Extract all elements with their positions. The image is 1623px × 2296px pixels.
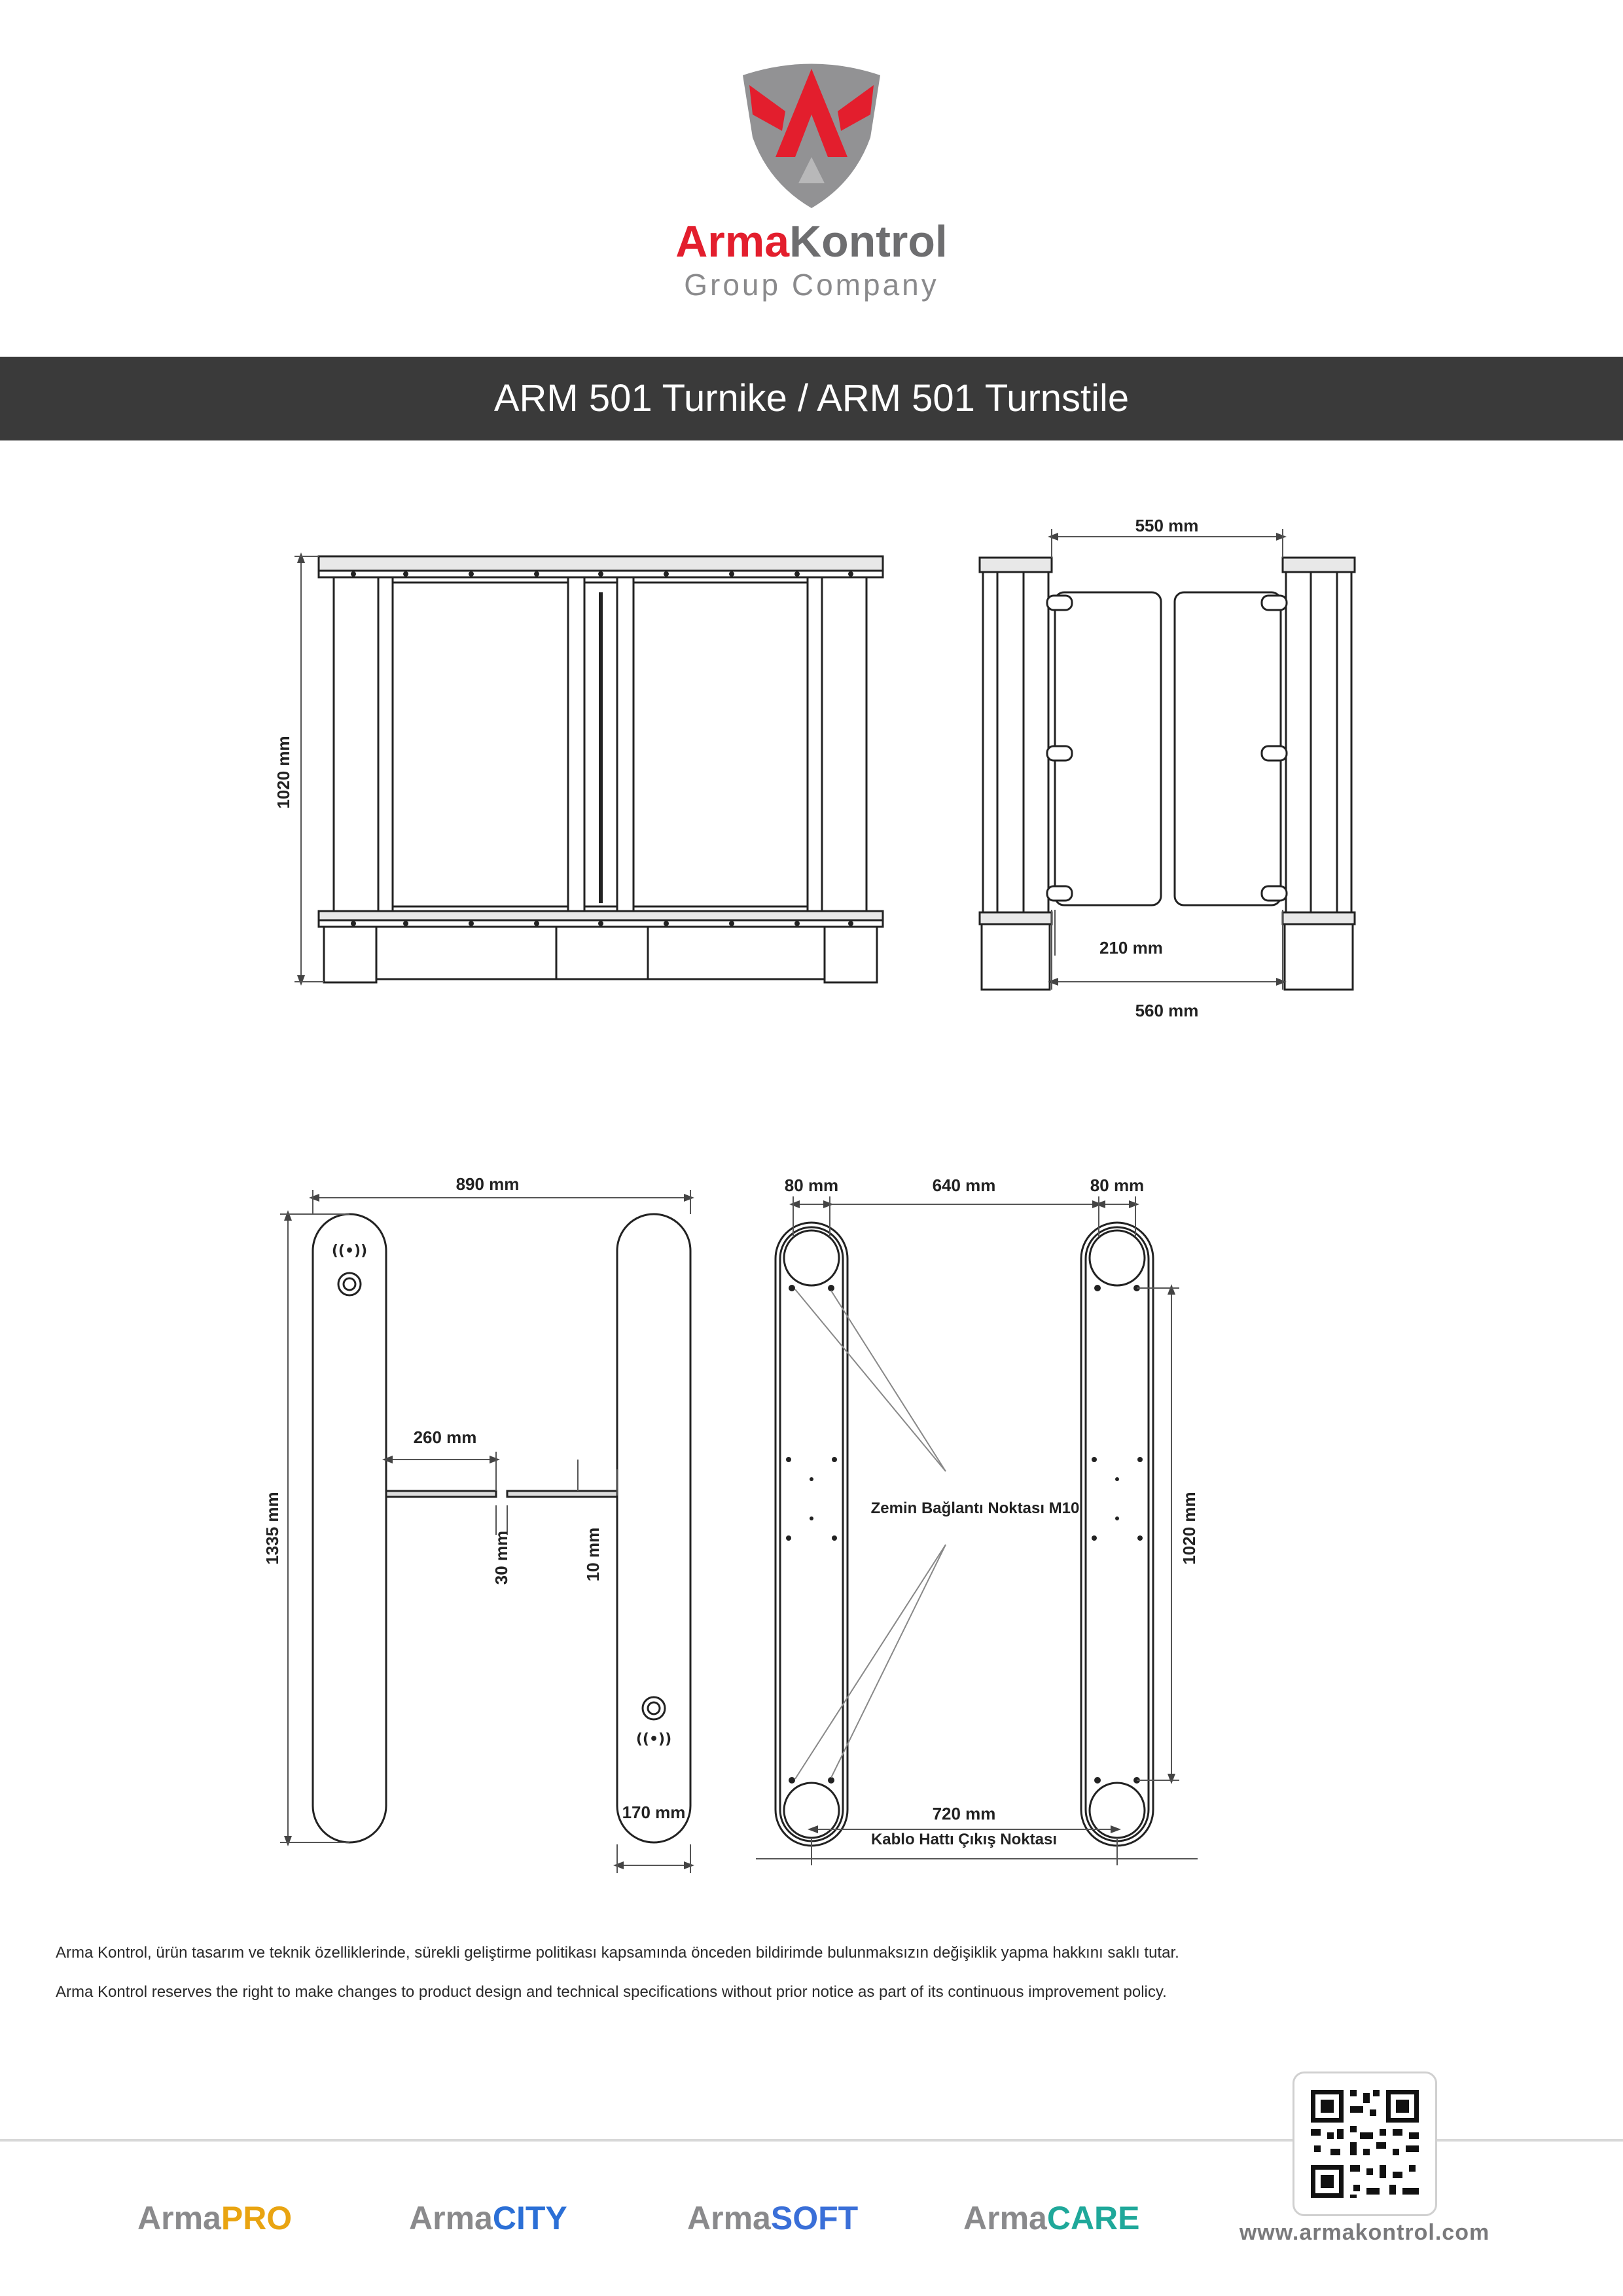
nfc-reader-icon-2: ((•))	[635, 1731, 672, 1748]
cable-exit-label: Kablo Hattı Çıkış Noktası	[870, 1831, 1058, 1848]
front-view-drawing	[319, 556, 883, 982]
anchor-leader-lines	[795, 1289, 946, 1779]
front-height-label: 1020 mm	[274, 736, 293, 809]
technical-drawings	[0, 458, 1623, 1898]
floor-plan-drawing	[776, 1223, 1153, 1846]
company-logo	[654, 59, 969, 321]
floor-middle-label: 640 mm	[932, 1175, 996, 1195]
page-title: ARM 501 Turnike / ARM 501 Turnstile	[493, 377, 1130, 420]
gap-10-label: 10 mm	[583, 1527, 603, 1582]
qr-code-icon	[1294, 2073, 1435, 2214]
floor-plan-dimensions	[756, 1196, 1198, 1865]
top-width-label: 890 mm	[455, 1174, 520, 1194]
nfc-reader-icon: ((•))	[331, 1243, 368, 1259]
top-height-label: 1335 mm	[262, 1492, 282, 1565]
anchor-point-label: Zemin Bağlantı Noktası M10	[870, 1499, 1080, 1517]
footer-brand-armapro: ArmaPRO	[137, 2200, 293, 2236]
title-band	[0, 357, 1623, 440]
side-bottom-label: 560 mm	[1135, 1001, 1199, 1020]
gap-30-label: 30 mm	[491, 1530, 511, 1585]
floor-height-label: 1020 mm	[1179, 1492, 1199, 1565]
website-link[interactable]: www.armakontrol.com	[1239, 2220, 1490, 2245]
brand-name-part2: Kontrol	[789, 217, 948, 266]
floor-bottom-label: 720 mm	[932, 1804, 996, 1823]
side-view-drawing	[980, 558, 1355, 990]
arm-length-label: 260 mm	[413, 1427, 477, 1447]
floor-right-label: 80 mm	[1090, 1175, 1145, 1195]
shield-logo-icon	[736, 59, 887, 209]
footer-brand-armacity: ArmaCITY	[409, 2200, 567, 2236]
footer-brand-armacare: ArmaCARE	[963, 2200, 1140, 2236]
top-view-drawing	[313, 1214, 690, 1842]
brand-subtitle: Group Company	[684, 268, 939, 302]
disclaimer-en: Arma Kontrol reserves the right to make changes to product design and technical specifications without prior notice as part of its continuous improvement policy.	[56, 1983, 1167, 2001]
cabinet-width-label: 170 mm	[622, 1803, 686, 1822]
footer-brand-armasoft: ArmaSOFT	[687, 2200, 859, 2236]
floor-left-label: 80 mm	[784, 1175, 839, 1195]
disclaimer-tr: Arma Kontrol, ürün tasarım ve teknik özelliklerinde, sürekli geliştirme politikası kapsamında önceden bildirimde bulunmaksızın değişiklik yapma hakkını saklı tutar.	[56, 1944, 1179, 1962]
side-top-label: 550 mm	[1135, 516, 1199, 535]
qr-code[interactable]	[1293, 2072, 1437, 2216]
side-gap-label: 210 mm	[1099, 938, 1163, 958]
side-dimensions	[1052, 529, 1283, 990]
brand-name-part1: Arma	[675, 217, 790, 266]
brand-name	[654, 216, 969, 267]
